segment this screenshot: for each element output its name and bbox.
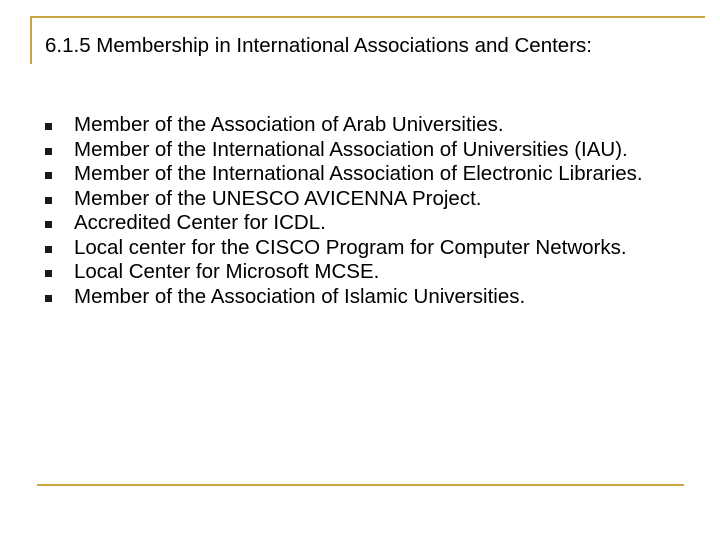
left-border-line: [30, 16, 32, 64]
list-item-text: Member of the International Association of Electronic Libraries.: [74, 162, 643, 185]
list-item-text: Accredited Center for ICDL.: [74, 211, 326, 234]
square-bullet-icon: [45, 295, 52, 302]
list-item-text: Member of the International Association of Universities (IAU).: [74, 137, 628, 161]
square-bullet-icon: [45, 172, 52, 179]
list-item-text: Local center for the CISCO Program for Computer Networks.: [74, 235, 627, 259]
list-item: [45, 188, 681, 211]
square-bullet-icon: [45, 197, 52, 204]
list-item-text: Member of the UNESCO AVICENNA Project.: [74, 186, 482, 210]
square-bullet-icon: [45, 221, 52, 228]
list-item: [45, 286, 681, 309]
bottom-border-line: [37, 484, 684, 486]
list-item: [45, 261, 681, 284]
list-item: [45, 212, 681, 235]
list-item: [45, 237, 681, 260]
section-title: 6.1.5 Membership in International Associations and Centers:: [45, 34, 592, 57]
list-item-text: Member of the Association of Islamic Universities.: [74, 284, 526, 308]
list-item-text: Local Center for Microsoft MCSE.: [74, 260, 380, 283]
square-bullet-icon: [45, 148, 52, 155]
square-bullet-icon: [45, 246, 52, 253]
membership-list: [45, 114, 681, 310]
square-bullet-icon: [45, 123, 52, 130]
list-item: [45, 139, 681, 162]
list-item: [45, 114, 681, 137]
square-bullet-icon: [45, 270, 52, 277]
list-item-text: Member of the Association of Arab Universities.: [74, 113, 504, 136]
top-border-line: [30, 16, 705, 18]
list-item: [45, 163, 681, 186]
